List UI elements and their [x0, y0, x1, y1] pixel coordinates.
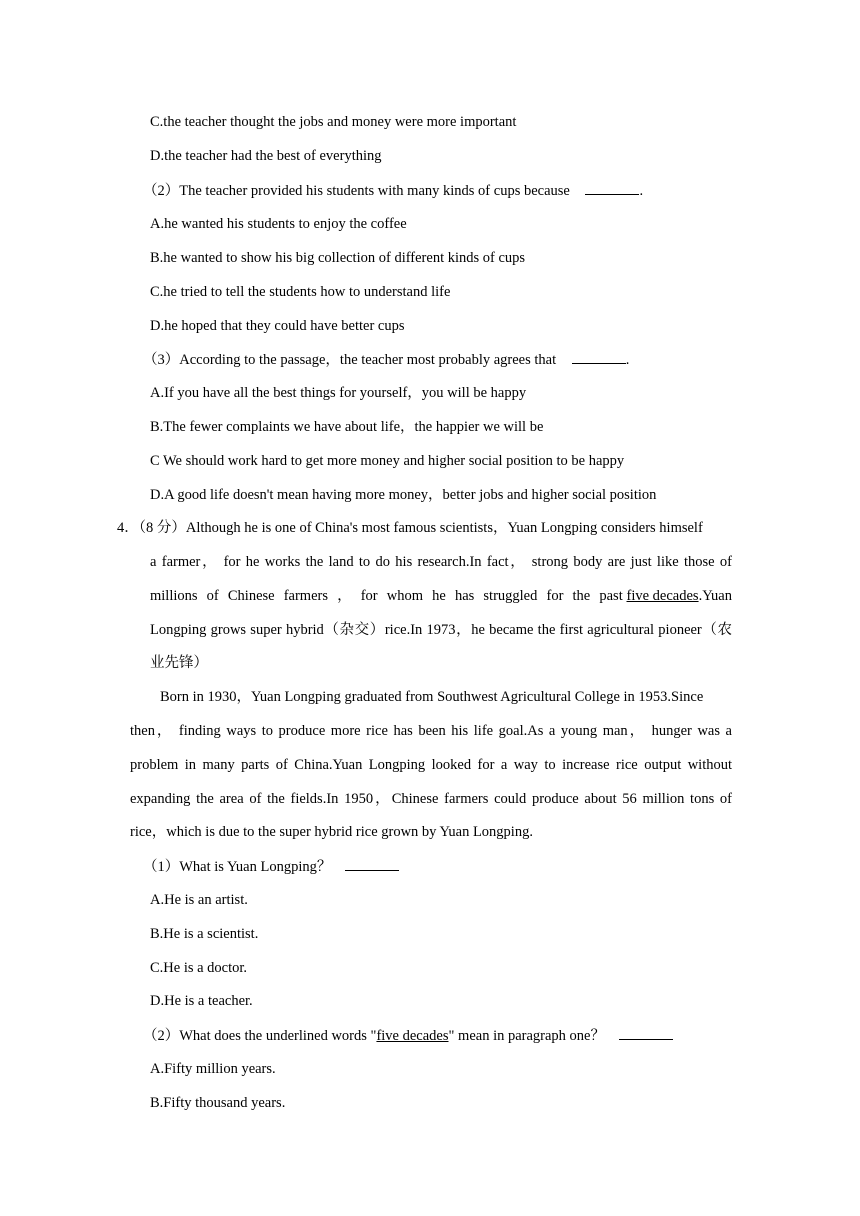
- question-points: （8 分）: [138, 520, 186, 536]
- option-c: C.he tried to tell the students how to understand life: [150, 284, 451, 300]
- option-c: C.the teacher thought the jobs and money were more important: [150, 114, 517, 130]
- passage-line: Born in 1930，Yuan Longping graduated from Southwest Agricultural College in 1953.Since: [160, 689, 704, 705]
- option-b: B.he wanted to show his big collection of different kinds of cups: [150, 250, 526, 266]
- sub-question-2: （2）What does the underlined words "five decades" mean in paragraph one？: [143, 1025, 673, 1046]
- option-d: D.the teacher had the best of everything: [150, 148, 382, 164]
- answer-blank: [345, 856, 399, 871]
- option-a: A.He is an artist.: [150, 892, 248, 908]
- option-a: A.If you have all the best things for yourself，you will be happy: [150, 385, 527, 401]
- option-d: D.He is a teacher.: [150, 993, 253, 1009]
- question-4-header: [117, 518, 703, 538]
- underlined-words: five decades: [376, 1028, 449, 1044]
- underlined-words: five decades: [626, 588, 699, 604]
- option-a: A.he wanted his students to enjoy the coffee: [150, 216, 407, 232]
- passage-line: 业先锋）: [150, 655, 208, 671]
- sub-question-1: [143, 856, 399, 877]
- sub-question-2-stem: （2）The teacher provided his students with many kinds of cups because: [143, 183, 570, 199]
- passage-line: expanding the area of the fields.In 1950，Chinese farmers could produce about 56 million tons of: [130, 791, 732, 807]
- passage-line: Although he is one of China's most famous scientists，Yuan Longping considers himself: [185, 520, 703, 536]
- option-b: B.Fifty thousand years.: [150, 1095, 286, 1111]
- answer-blank: [585, 180, 639, 195]
- passage-line: a farmer， for he works the land to do his research.In fact， strong body are just like those of: [150, 554, 732, 570]
- option-b: B.The fewer complaints we have about life，the happier we will be: [150, 419, 544, 435]
- option-d: D.A good life doesn't mean having more money，better jobs and higher social position: [150, 487, 657, 503]
- option-c: C.He is a doctor.: [150, 960, 248, 976]
- answer-blank: [619, 1025, 673, 1040]
- sub-question-3-stem: （3）According to the passage，the teacher most probably agrees that: [143, 352, 557, 368]
- passage-line: problem in many parts of China.Yuan Longping looked for a way to increase rice output without: [130, 757, 732, 773]
- option-b: B.He is a scientist.: [150, 926, 259, 942]
- answer-blank: [572, 349, 626, 364]
- passage-line: Longping grows super hybrid（杂交）rice.In 1973，he became the first agricultural pioneer（农: [150, 622, 732, 638]
- option-a: A.Fifty million years.: [150, 1061, 276, 1077]
- passage-line: millions of Chinese farmers ， for whom he has struggled for the past five decades.Yuan: [150, 588, 732, 604]
- passage-line: rice，which is due to the super hybrid rice grown by Yuan Longping.: [130, 824, 533, 840]
- sub-question-1-stem: （1）What is Yuan Longping？: [143, 859, 332, 875]
- passage-line: then， finding ways to produce more rice has been his life goal.As a young man， hunger was a: [130, 723, 732, 739]
- sub-question-3: （3）According to the passage，the teacher most probably agrees that .: [143, 349, 629, 370]
- option-c: C We should work hard to get more money and higher social position to be happy: [150, 453, 625, 469]
- question-number: 4．: [117, 520, 139, 536]
- option-d: D.he hoped that they could have better cups: [150, 318, 405, 334]
- sub-question-2: （2）The teacher provided his students with many kinds of cups because .: [143, 180, 643, 201]
